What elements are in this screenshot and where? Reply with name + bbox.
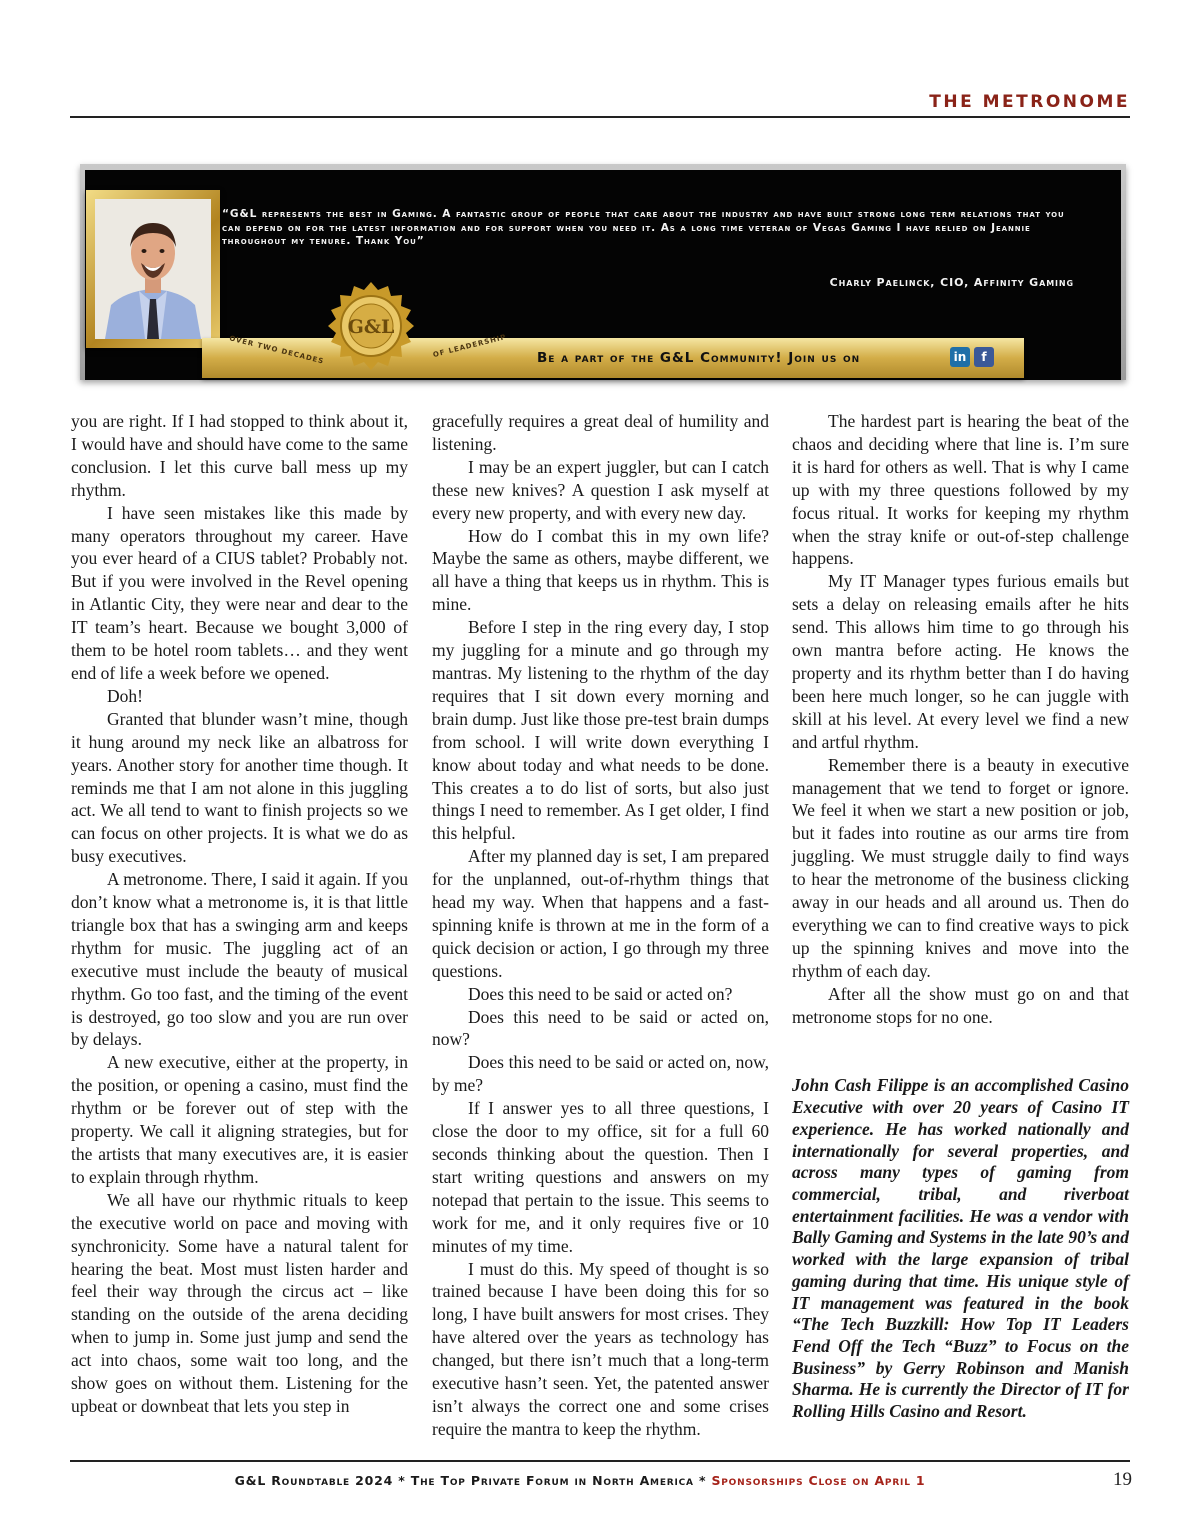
- author-bio: John Cash Filippe is an accomplished Casino Executive with over 20 years of Casino IT experience. He has worked nationally and internationally for several properties, and across many types of gaming from commercial, tribal, and riverboat entertainment facilities. He was a vendor with Bally Gaming and Systems in the late 90’s and worked with the large expansion of tribal gaming during that time. His unique style of IT management was featured in the book “The Tech Buzzkill: How Top IT Leaders Fend Off the Tech “Buzz” to Focus on the Business” by Gerry Robinson and Manish Sharma. He is currently the Director of IT for Rolling Hills Casino and Resort.: [792, 1075, 1129, 1422]
- paragraph: A new executive, either at the property, in the position, or opening a casino, must find the rhythm or be forever out of step with the property. We call it aligning strategies, but for the artists that many executives are, it is easier to explain through rhythm.: [71, 1052, 408, 1187]
- facebook-icon[interactable]: f: [974, 347, 994, 367]
- footer-banner: [70, 1473, 1090, 1488]
- paragraph: We all have our rhythmic rituals to keep the executive world on pace and moving with synchronicity. Some have a natural talent for hearing the beat. Most must listen harder and feel their way through the circus act – like standing on the outside of the arena deciding when to jump in. Some just jump and send the act into chaos, some wait too long, and the show goes on without them. Listening for the upbeat or downbeat that lets you step in: [71, 1189, 408, 1416]
- join-community-text: Be a part of the G&L Community! Join us on: [537, 350, 861, 366]
- paragraph: Before I step in the ring every day, I stop my juggling for a minute and go through my mantras. My listening to the rhythm of the day requires that I sit down every morning and brain dump. Just like those pre-test brain dumps from school. I will write down everything I know about today and what needs to be done. This creates a to do list of sorts, but also just things I need to remember. As I get older, I find this helpful.: [432, 617, 769, 844]
- question-3: Does this need to be said or acted on, now, by me?: [432, 1052, 769, 1096]
- footer-highlight: Sponsorships Close on April 1: [711, 1473, 926, 1488]
- testimonial-quote: “G&L represents the best in Gaming. A fantastic group of people that care about the industry and have built strong long term relations that you can depend on for the latest information and for support when you need it. As a long time veteran of Vegas Gaming I have relied on Jeannie throughout my tenure. Thank You”: [222, 208, 1065, 248]
- section-title: THE METRONOME: [929, 92, 1130, 112]
- paragraph: The hardest part is hearing the beat of the chaos and deciding where that line is. I’m sure it is hard for others as well. That is why I came up with my three questions followed by my focus ritual. It works for keeping my rhythm when the stray knife or out-of-step challenge happens.: [792, 411, 1129, 569]
- paragraph: I have seen mistakes like this made by many operators throughout my career. Have you ever heard of a CIUS tablet? Probably not. But if you were involved in the Revel opening in Atlantic City, they were near and dear to the IT team’s heart. Because we bought 3,000 of them to be hotel room tablets… and they went end of life a week before we opened.: [71, 502, 408, 683]
- portrait-illustration: [95, 199, 211, 339]
- bottom-rule: [70, 1460, 1130, 1462]
- linkedin-icon[interactable]: in: [950, 347, 970, 367]
- paragraph: If I answer yes to all three questions, I close the door to my office, sit for a full 60 seconds thinking about the question. Then I start writing questions and answers on my notepad that pertain to the issue. This seems to work for me, and it only requires five or 10 minutes of my time.: [432, 1098, 769, 1256]
- question-2: Does this need to be said or acted on, now?: [432, 1006, 769, 1050]
- ribbon-right-text: OF LEADERSHIP: [432, 332, 508, 360]
- top-rule: [70, 116, 1130, 118]
- testimonial-banner: [70, 150, 1130, 390]
- paragraph: you are right. If I had stopped to think about it, I would have and should have come to the same conclusion. I let this curve ball mess up my rhythm.: [71, 411, 408, 500]
- gl-seal-icon: [325, 280, 417, 372]
- article-column-3: [792, 410, 1129, 1423]
- paragraph: Doh!: [107, 685, 143, 706]
- question-1: Does this need to be said or acted on?: [468, 983, 733, 1004]
- paragraph: My IT Manager types furious emails but sets a delay on releasing emails after he hits send. This allows him time to go through his own mantra before acting. He knows the property and its rhythm better than I do having been here much longer, so he can juggle with skill at his level. At every level we find a new and artful rhythm.: [792, 571, 1129, 752]
- paragraph: After my planned day is set, I am prepared for the unplanned, out-of-rhythm things that head my way. When that happens and a fast-spinning knife is thrown at me in the form of a quick decision or action, I go through my three questions.: [432, 846, 769, 981]
- paragraph: Remember there is a beauty in executive management that we tend to forget or ignore. We feel it when we start a new position or job, but it fades into routine as our arms tire from juggling. We must struggle daily to find ways to hear the metronome of the business clicking away in our heads and all around us. Then do everything we can to find creative ways to pick up the spinning knives and move into the rhythm of each day.: [792, 754, 1129, 981]
- paragraph: Granted that blunder wasn’t mine, though it hung around my neck like an albatross for years. Another story for another time though. It reminds me that I am not alone in this juggling act. We all tend to want to finish projects so we can focus on other projects. It is what we do as busy executives.: [71, 708, 408, 867]
- paragraph: gracefully requires a great deal of humility and listening.: [432, 411, 769, 454]
- paragraph: I must do this. My speed of thought is so trained because I have been doing this for so long, I have built answers for most crises. They have altered over the years as technology has changed, but there isn’t much that a long-term executive hasn’t seen. Yet, the patented answer isn’t always the correct one and some crises require the mantra to keep the rhythm.: [432, 1258, 769, 1439]
- paragraph: A metronome. There, I said it again. If you don’t know what a metronome is, it is that little triangle box that has a swinging arm and keeps rhythm for music. The juggling act of an executive must include the beauty of musical rhythm. Go too fast, and the timing of the event is destroyed, go too slow and you are run over by delays.: [71, 869, 408, 1050]
- paragraph: How do I combat this in my own life? Maybe the same as others, maybe different, we all have a thing that keeps us in rhythm. This is mine.: [432, 525, 769, 615]
- footer-text: G&L Roundtable 2024 * The Top Private Forum in North America *: [234, 1473, 712, 1488]
- article-column-2: [432, 410, 769, 1441]
- portrait-photo: [95, 199, 211, 339]
- ribbon-left-text: OVER TWO DECADES: [228, 334, 325, 366]
- article-column-1: [71, 410, 408, 1418]
- paragraph: After all the show must go on and that metronome stops for no one.: [792, 983, 1129, 1027]
- paragraph: I may be an expert juggler, but can I catch these new knives? A question I ask myself at every new property, and with every new day.: [432, 456, 769, 523]
- portrait-frame: [86, 190, 220, 348]
- seal-text: G&L: [347, 316, 395, 338]
- testimonial-attribution: Charly Paelinck, CIO, Affinity Gaming: [829, 276, 1074, 289]
- page-number: 19: [1113, 1469, 1132, 1490]
